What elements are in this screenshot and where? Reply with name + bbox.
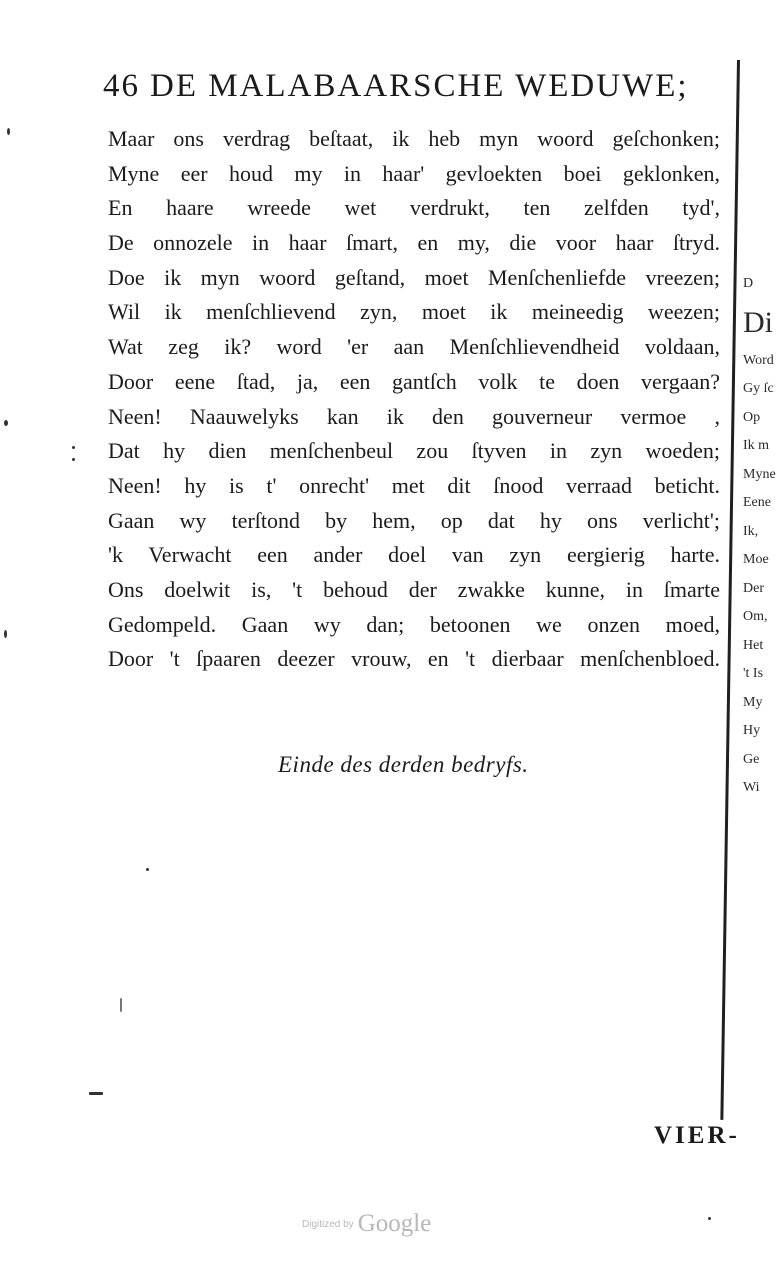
- ink-speck: [4, 420, 8, 426]
- verse-line: Dat hy dien menſchenbeul zou ſtyven in zyn woeden;: [108, 438, 720, 464]
- ink-speck: [708, 1217, 711, 1220]
- ink-speck: [72, 458, 75, 461]
- ink-speck: [89, 1092, 103, 1095]
- facing-fragment: Hy: [743, 723, 761, 738]
- verse-line: De onnozele in haar ſmart, en my, die voor haar ſtryd.: [108, 230, 720, 256]
- facing-page-fragments: [743, 270, 776, 803]
- facing-fragment: Het: [743, 637, 764, 653]
- facing-fragment: Ik m: [743, 438, 770, 453]
- verse-line: Gedompeld. Gaan wy dan; betoonen we onzen moed,: [108, 611, 720, 637]
- verse-line: Wat zeg ik? word 'er aan Menſchlievendheid voldaan,: [108, 334, 720, 360]
- verse-line: Gaan wy terſtond by hem, op dat hy ons verlicht';: [108, 507, 720, 533]
- watermark-logo: Google: [357, 1210, 432, 1237]
- verse-line: Maar ons verdrag beſtaat, ik heb myn woord geſchonken;: [108, 126, 720, 151]
- ink-speck: [146, 868, 149, 871]
- facing-fragment: Op: [743, 409, 761, 425]
- facing-fragment: Myne: [743, 466, 776, 482]
- verse-line: Neen! Naauwelyks kan ik den gouverneur vermoe ,: [108, 403, 720, 429]
- ink-speck: [120, 998, 122, 1012]
- facing-fragment: Wi: [743, 780, 760, 795]
- facing-fragment: Word: [743, 352, 774, 368]
- watermark-prefix: Digitized by: [302, 1218, 354, 1230]
- running-header: [103, 68, 713, 105]
- ink-speck: [4, 630, 7, 638]
- verse-line: Wil ik menſchlievend zyn, moet ik meineedig weezen;: [108, 299, 720, 325]
- digitization-watermark: [302, 1210, 431, 1238]
- facing-fragment: Ge: [743, 751, 760, 767]
- verse-line: Door 't ſpaaren deezer vrouw, en 't dierbaar menſchenbloed.: [108, 646, 720, 672]
- facing-fragment: Ik,: [743, 523, 759, 539]
- verse-line: Ons doelwit is, 't behoud der zwakke kunne, in ſmarte: [108, 576, 720, 602]
- verse-line: 'k Verwacht een ander doel van zyn eergierig harte.: [108, 542, 720, 568]
- ink-speck: [7, 128, 10, 135]
- facing-fragment: 't Is: [743, 666, 764, 681]
- catchword: VIER-: [654, 1122, 740, 1149]
- facing-fragment: Gy ſc: [743, 381, 774, 396]
- running-title: DE MALABAARSCHE WEDUWE;: [150, 68, 689, 104]
- verse-line: Door eene ſtad, ja, een gantſch volk te doen vergaan?: [108, 368, 720, 394]
- facing-fragment: Eene: [743, 495, 771, 510]
- verse-line: En haare wreede wet verdrukt, ten zelfden tyd',: [108, 195, 720, 221]
- verse-line: Neen! hy is t' onrecht' met dit ſnood verraad beticht.: [108, 472, 720, 498]
- facing-fragment: Di: [743, 305, 773, 339]
- facing-fragment: Der: [743, 580, 764, 596]
- facing-fragment: D: [743, 276, 754, 291]
- verse-block: [108, 122, 720, 677]
- act-end-colophon: Einde des derden bedryfs.: [278, 752, 529, 777]
- facing-fragment: My: [743, 694, 763, 710]
- ink-speck: [72, 446, 75, 449]
- verse-line: Myne eer houd my in haar' gevloekten boei geklonken,: [108, 160, 720, 186]
- page-number: 46: [103, 68, 140, 104]
- page-gutter-edge: [720, 60, 740, 1120]
- verse-line: Doe ik myn woord geſtand, moet Menſchenliefde vreezen;: [108, 264, 720, 290]
- facing-fragment: Moe: [743, 552, 769, 567]
- facing-fragment: Om,: [743, 609, 768, 624]
